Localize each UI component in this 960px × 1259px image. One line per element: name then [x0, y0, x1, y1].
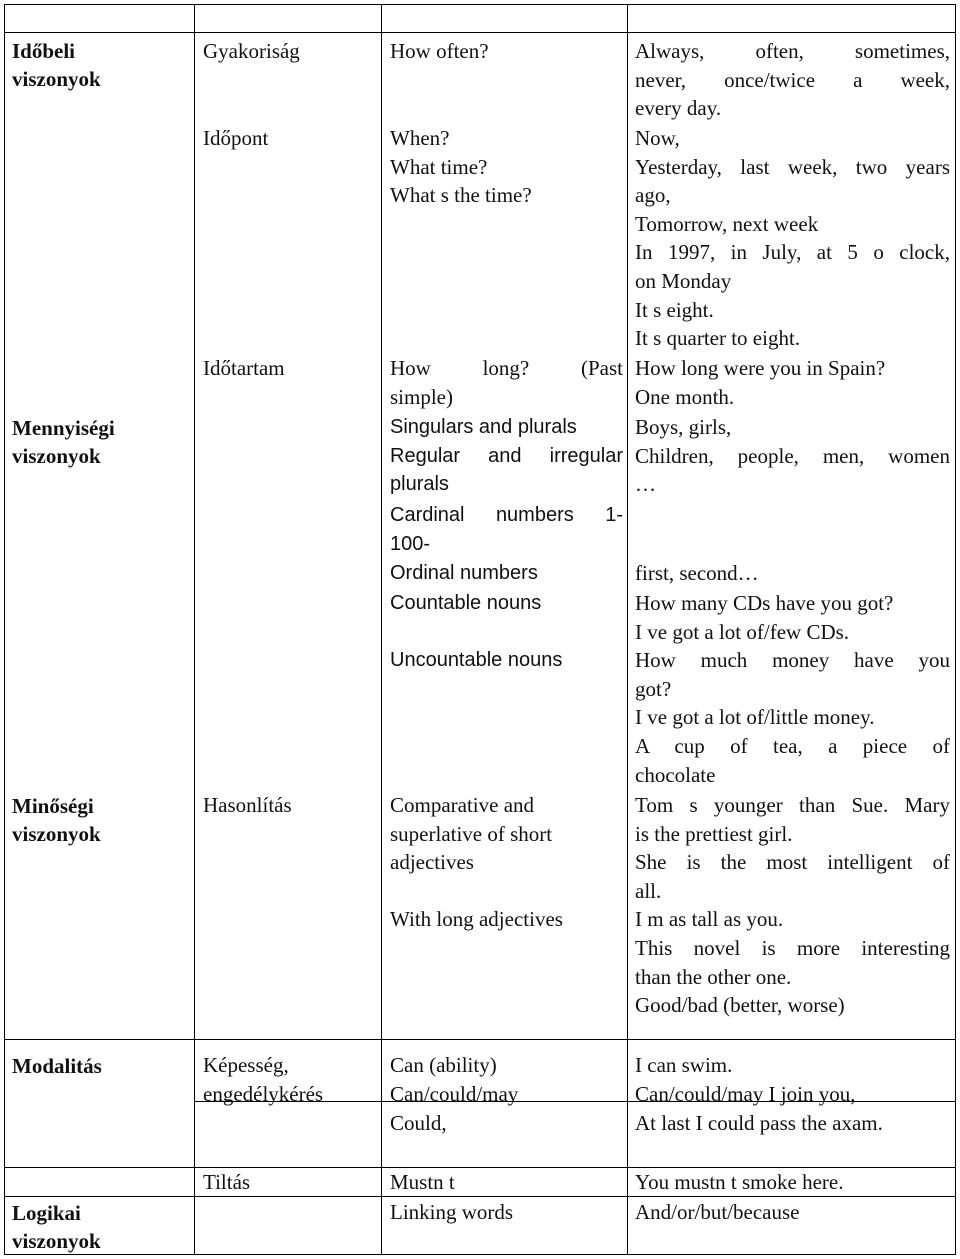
question-line	[390, 877, 623, 906]
question-ordinal: Ordinal numbers	[390, 562, 538, 584]
category-label: Mennyiségi	[12, 416, 115, 440]
answer-line: I m as tall as you.	[635, 907, 784, 932]
answer-line: never, once/twice a week,	[635, 67, 950, 92]
sub-idopont: Időpont	[203, 126, 269, 150]
sub-tiltas: Tiltás	[203, 1170, 251, 1194]
answer-line: is the prettiest girl.	[635, 821, 793, 846]
answer-line: all.	[635, 878, 662, 903]
sub-gyakorisag: Gyakoriság	[203, 39, 300, 63]
category-label: viszonyok	[12, 822, 101, 846]
answer-line: I ve got a lot of/little money.	[635, 705, 875, 730]
answer-line: One month.	[635, 384, 735, 409]
category-minosegi	[12, 792, 190, 848]
answer-line: I ve got a lot of/few CDs.	[635, 619, 850, 644]
question-could: Could,	[390, 1111, 447, 1135]
answer-line: ago,	[635, 183, 671, 208]
answer-line: Children, people, men, women	[635, 443, 950, 468]
category-mennyisegi	[12, 414, 190, 470]
section-divider-modalitas	[4, 1039, 956, 1040]
answer-line: Now,	[635, 126, 680, 150]
answer-ordinal: first, second…	[635, 561, 759, 585]
question-line	[390, 618, 623, 647]
answer-could: At last I could pass the axam.	[635, 1111, 883, 1135]
table-border-left	[4, 4, 5, 1255]
question-line: adjectives	[390, 850, 474, 875]
answer-line: Tomorrow, next week	[635, 211, 819, 236]
answer-line: How many CDs have you got?	[635, 591, 894, 615]
question-cardinal	[390, 501, 623, 558]
answer-line: In 1997, in July, at 5 o clock,	[635, 240, 950, 265]
category-logikai	[12, 1199, 190, 1255]
sub-line: Képesség,	[203, 1053, 289, 1077]
category-label: viszonyok	[12, 444, 101, 468]
question-line: Can/could/may	[390, 1081, 519, 1106]
answer-gyakorisag	[635, 37, 950, 123]
answer-line: A cup of tea, a piece of	[635, 733, 950, 758]
question-line: Uncountable nouns	[390, 649, 563, 672]
answer-mustnt: You mustn t smoke here.	[635, 1170, 844, 1194]
answer-linking: And/or/but/because	[635, 1200, 800, 1224]
question-line: When?	[390, 126, 450, 150]
answer-idopont	[635, 124, 950, 353]
category-idobeli	[12, 37, 190, 93]
category-label: Logikai	[12, 1201, 81, 1225]
question-line: Cardinal numbers 1-	[390, 504, 623, 526]
table-border-top	[4, 4, 956, 5]
question-line: superlative of short	[390, 821, 553, 846]
answer-line: It s quarter to eight.	[635, 326, 801, 351]
category-label: viszonyok	[12, 67, 101, 91]
column-divider-1	[194, 4, 195, 1255]
question-line: 100-	[390, 532, 431, 555]
answer-singulars	[635, 413, 950, 499]
category-modalitas: Modalitás	[12, 1054, 102, 1078]
question-mustnt: Mustn t	[390, 1170, 455, 1194]
question-how-long	[390, 354, 623, 411]
sub-idotartam: Időtartam	[203, 356, 285, 380]
answer-countable	[635, 589, 950, 789]
answer-line: every day.	[635, 96, 722, 121]
answer-line: …	[635, 472, 656, 497]
answer-line: than the other one.	[635, 964, 792, 989]
column-divider-2	[381, 4, 382, 1255]
answer-can	[635, 1051, 950, 1108]
answer-line: Tom s younger than Sue. Mary	[635, 793, 950, 817]
question-line: How long? (Past	[390, 356, 623, 380]
question-countable	[390, 589, 623, 675]
question-line: Comparative and	[390, 793, 535, 817]
sub-kepesseg	[203, 1051, 378, 1108]
answer-line: She is the most intelligent of	[635, 850, 950, 875]
question-line: Singulars and plurals	[390, 416, 577, 438]
question-line: simple)	[390, 384, 453, 409]
answer-line: This novel is more interesting	[635, 935, 950, 960]
question-how-often: How often?	[390, 39, 489, 63]
question-line: Regular and irregular	[390, 444, 623, 467]
question-line: What s the time?	[390, 183, 532, 208]
sub-hasonlitas: Hasonlítás	[203, 793, 292, 817]
question-can	[390, 1051, 623, 1108]
category-label: Minőségi	[12, 794, 94, 818]
answer-line: Good/bad (better, worse)	[635, 993, 845, 1018]
answer-line: How much money have you	[635, 648, 950, 673]
question-when	[390, 124, 623, 210]
answer-line: I can swim.	[635, 1053, 733, 1077]
header-row-bottom	[4, 32, 956, 33]
sub-line: engedélykérés	[203, 1081, 324, 1106]
answer-line: How long were you in Spain?	[635, 356, 886, 380]
category-label: Időbeli	[12, 39, 76, 63]
answer-line: on Monday	[635, 268, 732, 293]
answer-line: got?	[635, 676, 672, 701]
answer-line: Can/could/may I join you,	[635, 1081, 856, 1106]
question-line: Countable nouns	[390, 592, 542, 614]
question-line: With long adjectives	[390, 907, 563, 932]
answer-line: Always, often, sometimes,	[635, 39, 950, 63]
answer-idotartam	[635, 354, 950, 411]
answer-comparative	[635, 791, 950, 1020]
question-singulars	[390, 413, 623, 499]
question-line: What time?	[390, 154, 488, 179]
answer-line: chocolate	[635, 762, 716, 787]
answer-line: Boys, girls,	[635, 415, 732, 439]
answer-line: It s eight.	[635, 297, 714, 322]
column-divider-3	[627, 4, 628, 1255]
answer-line: Yesterday, last week, two years	[635, 154, 950, 179]
question-linking: Linking words	[390, 1200, 514, 1224]
category-label: viszonyok	[12, 1229, 101, 1253]
table-border-right	[955, 4, 956, 1255]
question-line: plurals	[390, 473, 449, 496]
question-line: Can (ability)	[390, 1053, 497, 1077]
question-comparative	[390, 791, 623, 934]
